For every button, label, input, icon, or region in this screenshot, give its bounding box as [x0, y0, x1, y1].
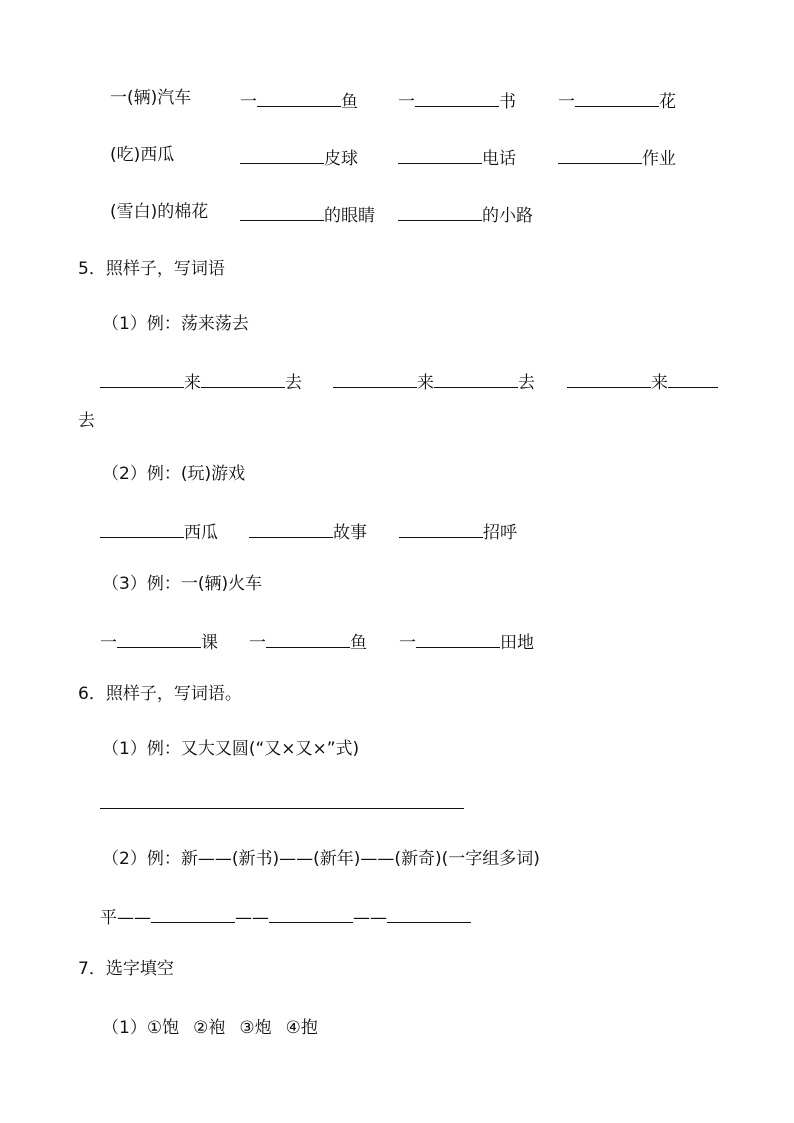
- q7-sub1-label: （1）: [102, 1018, 147, 1038]
- q4-row-3: [110, 201, 208, 223]
- q4-row-2: [110, 144, 174, 166]
- answer-blank[interactable]: [117, 631, 201, 648]
- q5-sub2-item3: 招呼: [399, 518, 517, 543]
- q7-choice-4: ④抱: [285, 1018, 318, 1038]
- answer-blank[interactable]: [269, 906, 353, 923]
- q4-row1-item3: 一 花: [558, 92, 676, 112]
- q5-sub3-item2: 一 鱼: [249, 633, 367, 653]
- answer-blank[interactable]: [100, 521, 184, 538]
- q4-row2-item3: 作业: [558, 144, 676, 169]
- q4-row2-item2: 电话: [398, 144, 516, 169]
- q4-row3-example: (雪白)的棉花: [110, 202, 209, 222]
- answer-blank[interactable]: [558, 147, 642, 164]
- answer-blank[interactable]: [100, 371, 184, 388]
- q5-title: 5．照样子，写词语: [78, 259, 225, 279]
- answer-blank[interactable]: [387, 906, 471, 923]
- q7-title: 7．选字填空: [78, 959, 174, 979]
- q5-sub3-item1: 一 课: [100, 633, 218, 653]
- q6-sub2-answer-row: 平—— —— ——: [100, 903, 471, 928]
- q5-sub1-group2: 来 去: [333, 368, 535, 393]
- answer-blank[interactable]: [240, 147, 324, 164]
- q4-row2-example: (吃)西瓜: [110, 145, 175, 165]
- q5-sub1-group3: 来: [567, 368, 718, 393]
- q6-sub1-answer-line: [100, 792, 464, 814]
- q5-sub2-item1: 西瓜: [100, 518, 218, 543]
- q5-sub1-label: （1）例：荡来荡去: [102, 314, 249, 334]
- q5-sub3-item3: 一 田地: [399, 633, 534, 653]
- answer-blank[interactable]: [398, 204, 482, 221]
- q4-row3-item2: 的小路: [398, 201, 533, 226]
- answer-blank[interactable]: [415, 90, 499, 107]
- answer-blank[interactable]: [567, 371, 651, 388]
- answer-blank[interactable]: [575, 90, 659, 107]
- q4-row1-example: 一(辆)汽车: [110, 88, 192, 108]
- q4-row2-item1: 皮球: [240, 144, 358, 169]
- answer-blank[interactable]: [201, 371, 285, 388]
- q5-sub2-item2: 故事: [249, 518, 367, 543]
- q4-row1-item2: 一 书: [398, 92, 516, 112]
- q7-choice-3: ③炮: [239, 1018, 272, 1038]
- q7-choice-1: ①饱: [146, 1018, 180, 1038]
- answer-blank[interactable]: [100, 792, 464, 809]
- q5-sub1-wrap-qu: 去: [78, 411, 95, 431]
- q4-row3-item1: 的眼睛: [240, 201, 375, 226]
- q5-sub3-label: （3）例：一(辆)火车: [102, 574, 263, 594]
- answer-blank[interactable]: [398, 147, 482, 164]
- answer-blank[interactable]: [434, 371, 518, 388]
- answer-blank[interactable]: [257, 90, 341, 107]
- q5-sub2-label: （2）例：(玩)游戏: [102, 464, 246, 484]
- answer-blank[interactable]: [151, 906, 235, 923]
- answer-blank[interactable]: [416, 631, 500, 648]
- q6-sub1-label: （1）例：又大又圆(“又×又×”式): [102, 739, 360, 759]
- q5-sub1-group1: 来 去: [100, 368, 302, 393]
- q6-sub2-label: （2）例：新——(新书)——(新年)——(新奇)(一字组多词): [102, 849, 540, 869]
- answer-blank[interactable]: [249, 521, 333, 538]
- q7-sub1-row: [102, 1013, 318, 1038]
- q4-row-1: [110, 87, 191, 109]
- q6-title: 6．照样子，写词语。: [78, 684, 242, 704]
- q7-choice-2: ②袍: [193, 1018, 226, 1038]
- answer-blank[interactable]: [333, 371, 417, 388]
- q4-row1-item1: 一 鱼: [240, 92, 358, 112]
- answer-blank[interactable]: [668, 371, 718, 388]
- answer-blank[interactable]: [399, 521, 483, 538]
- answer-blank[interactable]: [266, 631, 350, 648]
- answer-blank[interactable]: [240, 204, 324, 221]
